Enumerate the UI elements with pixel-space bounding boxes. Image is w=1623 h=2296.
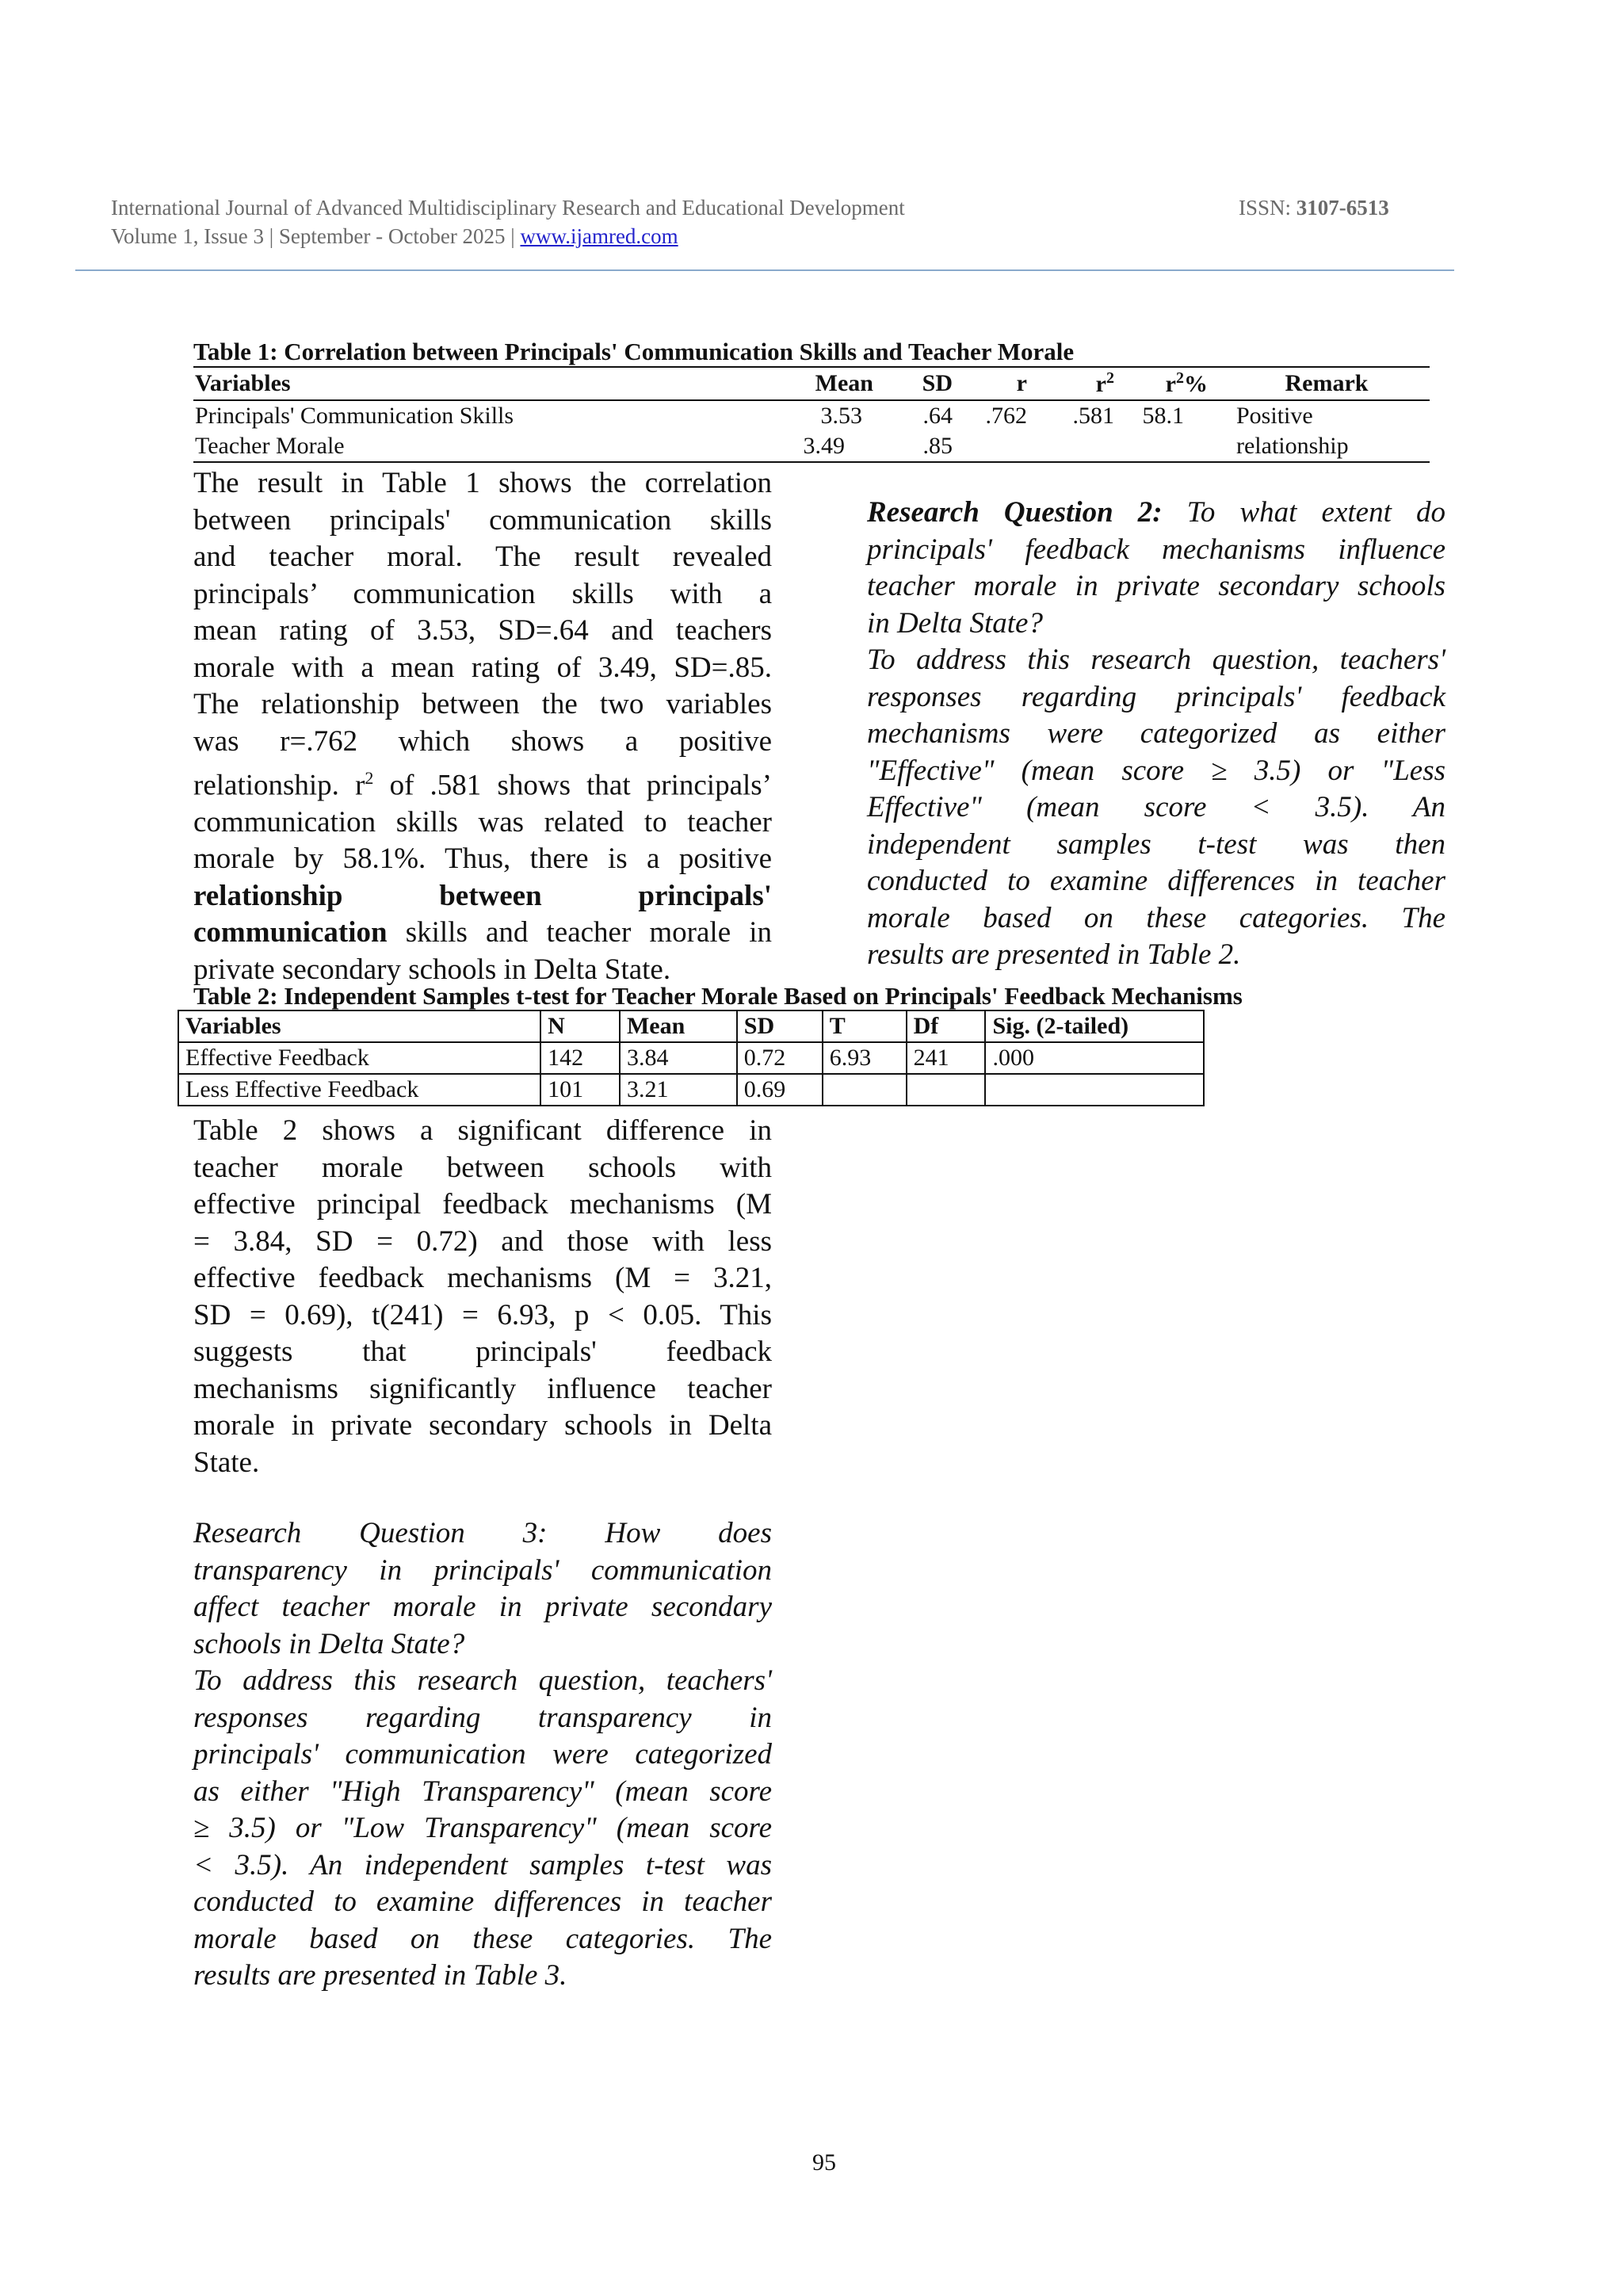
table2-cell: 6.93 [823, 1042, 907, 1074]
table1-cell: Teacher Morale [195, 433, 345, 459]
table2-header-cell: SD [737, 1010, 823, 1042]
text-line: Effective" (mean score < 3.5). An [867, 791, 1445, 823]
text-line: Research Question 3: How does [193, 1517, 772, 1549]
table-row [193, 400, 1430, 431]
table1-header-sd: SD [922, 370, 953, 396]
table-row [193, 431, 1430, 462]
text-line: State. [193, 1446, 260, 1479]
table1-cell: Positive [1236, 403, 1313, 429]
text-line [193, 760, 772, 804]
table-row [178, 1074, 1204, 1106]
table1-header-row [193, 367, 1430, 400]
table2-cell: 101 [540, 1074, 620, 1106]
table1-cell: .581 [1072, 403, 1114, 429]
text-line [193, 915, 772, 952]
header-rule [75, 269, 1454, 271]
text-line: teacher morale in private secondary schools [867, 570, 1445, 602]
text-line: was r=.762 which shows a positive [193, 724, 772, 758]
text-line: effective feedback mechanisms (M = 3.21, [193, 1262, 772, 1294]
table2-header-cell: Variables [178, 1010, 540, 1042]
table2-cell: 0.72 [737, 1042, 823, 1074]
table2-cell [823, 1074, 907, 1106]
text-fragment: skills and teacher morale in [387, 916, 772, 949]
text-line: mechanisms significantly influence teacher [193, 1372, 772, 1405]
text-line: ≥ 3.5) or "Low Transparency" (mean score [193, 1812, 772, 1844]
table1-cell: relationship [1236, 433, 1349, 459]
table1-cell: Principals' Communication Skills [195, 403, 514, 429]
text-line: teacher morale between schools with [193, 1151, 772, 1184]
text-line: conducted to examine differences in teacher [193, 1885, 772, 1918]
text-line: morale with a mean rating of 3.49, SD=.85. [193, 651, 772, 684]
text-line: SD = 0.69), t(241) = 6.93, p < 0.05. This [193, 1298, 772, 1331]
text-line: in Delta State? [867, 606, 1043, 640]
table2-cell: 3.84 [620, 1042, 737, 1074]
text-line: private secondary schools in Delta State. [193, 953, 671, 986]
text-line: communication skills was related to teacher [193, 805, 772, 839]
table1-cell [1041, 431, 1128, 462]
result-paragraph-1 [193, 465, 772, 988]
table2-cell: 142 [540, 1042, 620, 1074]
text-line: morale in private secondary schools in Delta [193, 1409, 772, 1442]
text-line: independent samples t-test was then [867, 827, 1445, 861]
text-line: morale based on these categories. The [193, 1922, 772, 1955]
table2-cell: .000 [985, 1042, 1204, 1074]
table1-header-remark: Remark [1285, 370, 1369, 396]
page-number: 95 [812, 2149, 836, 2176]
text-line: responses regarding transparency in [193, 1701, 772, 1734]
table1-cell: 3.53 [820, 403, 862, 429]
text-fragment: To what extent do [1162, 496, 1445, 529]
issue-text: Volume 1, Issue 3 | September - October 2025 | [111, 224, 521, 248]
research-question-2 [867, 495, 1445, 974]
r2-base: r [1095, 371, 1106, 397]
text-line: conducted to examine differences in teacher [867, 865, 1445, 897]
table1-cell [954, 431, 1041, 462]
table2-cell: Effective Feedback [178, 1042, 540, 1074]
table2-header-cell: Df [907, 1010, 986, 1042]
text-line: as either "High Transparency" (mean score [193, 1775, 772, 1808]
table2-cell: Less Effective Feedback [178, 1074, 540, 1106]
r2pct-pct: % [1184, 371, 1208, 397]
table1-header-variables: Variables [195, 370, 291, 396]
table2-header-cell: Sig. (2-tailed) [985, 1010, 1204, 1042]
text-line: principals' feedback mechanisms influence [867, 533, 1445, 566]
text-line: morale based on these categories. The [867, 901, 1445, 934]
table1-header-mean: Mean [815, 370, 873, 396]
text-line: and teacher moral. The result revealed [193, 541, 772, 573]
table2-cell [985, 1074, 1204, 1106]
table1-cell [1128, 431, 1224, 462]
text-line: results are presented in Table 2. [867, 938, 1241, 971]
text-line: Table 2 shows a significant difference in [193, 1114, 772, 1147]
table2-caption: Table 2: Independent Samples t-test for Teacher Morale Based on Principals' Feedback Mechanisms [193, 982, 1243, 1010]
table2-cell: 3.21 [620, 1074, 737, 1106]
text-line: relationship between principals' [193, 879, 772, 912]
text-line: effective principal feedback mechanisms (M [193, 1188, 772, 1221]
rq2-label: Research Question 2: [867, 496, 1163, 529]
text-line: responses regarding principals' feedback [867, 680, 1445, 713]
table1-cell: .85 [922, 433, 953, 459]
text-line: between principals' communication skills [193, 503, 772, 537]
text-line: To address this research question, teachers' [867, 644, 1445, 676]
r2-sup: 2 [1106, 369, 1114, 387]
table1-header-r2pct [1128, 367, 1224, 400]
text-line: The relationship between the two variables [193, 688, 772, 720]
result-paragraph-2 [193, 1113, 772, 1481]
table1-caption: Table 1: Correlation between Principals' Communication Skills and Teacher Morale [193, 338, 1075, 365]
text-line: results are presented in Table 3. [193, 1959, 567, 1992]
text-line: principals' communication were categorized [193, 1738, 772, 1771]
table1-cell: 58.1 [1142, 403, 1184, 429]
text-fragment: relationship. r [193, 769, 365, 802]
table-row [178, 1042, 1204, 1074]
research-question-3 [193, 1515, 772, 1995]
table1-cell: .762 [985, 403, 1027, 429]
text-line: affect teacher morale in private secondary [193, 1591, 772, 1623]
table2-cell: 241 [907, 1042, 986, 1074]
table2-header-cell: T [823, 1010, 907, 1042]
issn-value: 3107-6513 [1296, 196, 1389, 220]
text-line: suggests that principals' feedback [193, 1335, 772, 1368]
table1 [193, 366, 1430, 463]
r2pct-sup: 2 [1176, 369, 1184, 387]
issn [1239, 194, 1389, 221]
text-line: "Effective" (mean score ≥ 3.5) or "Less [867, 754, 1445, 787]
table2-header-cell: N [540, 1010, 620, 1042]
table1-header-r: r [1016, 370, 1027, 396]
text-line: schools in Delta State? [193, 1627, 465, 1660]
text-line: principals’ communication skills with a [193, 577, 772, 610]
issn-label: ISSN: [1239, 196, 1296, 220]
text-line: < 3.5). An independent samples t-test was [193, 1848, 772, 1881]
text-line: transparency in principals' communication [193, 1553, 772, 1587]
journal-link[interactable]: www.ijamred.com [520, 224, 678, 248]
table2-header-row [178, 1010, 1204, 1042]
table2-header-cell: Mean [620, 1010, 737, 1042]
journal-title: International Journal of Advanced Multidisciplinary Research and Educational Development [111, 196, 905, 220]
table1-header-r2 [1041, 367, 1128, 400]
text-fragment: of .581 shows that principals’ [373, 769, 772, 802]
text-line: morale by 58.1%. Thus, there is a positive [193, 842, 772, 876]
text-line: mean rating of 3.53, SD=.64 and teachers [193, 614, 772, 647]
table1-cell: .64 [922, 403, 953, 429]
r2pct-base: r [1165, 371, 1176, 397]
table1-cell: 3.49 [803, 433, 845, 459]
issue-line [111, 223, 678, 250]
table2-cell [907, 1074, 986, 1106]
text-line: = 3.84, SD = 0.72) and those with less [193, 1224, 772, 1258]
text-line: mechanisms were categorized as either [867, 717, 1445, 750]
superscript: 2 [365, 768, 374, 788]
text-fragment-bold: communication [193, 916, 388, 949]
table2 [178, 1010, 1205, 1106]
text-line: To address this research question, teachers' [193, 1664, 772, 1697]
text-line [867, 495, 1445, 532]
table2-cell: 0.69 [737, 1074, 823, 1106]
text-line: The result in Table 1 shows the correlation [193, 467, 772, 499]
